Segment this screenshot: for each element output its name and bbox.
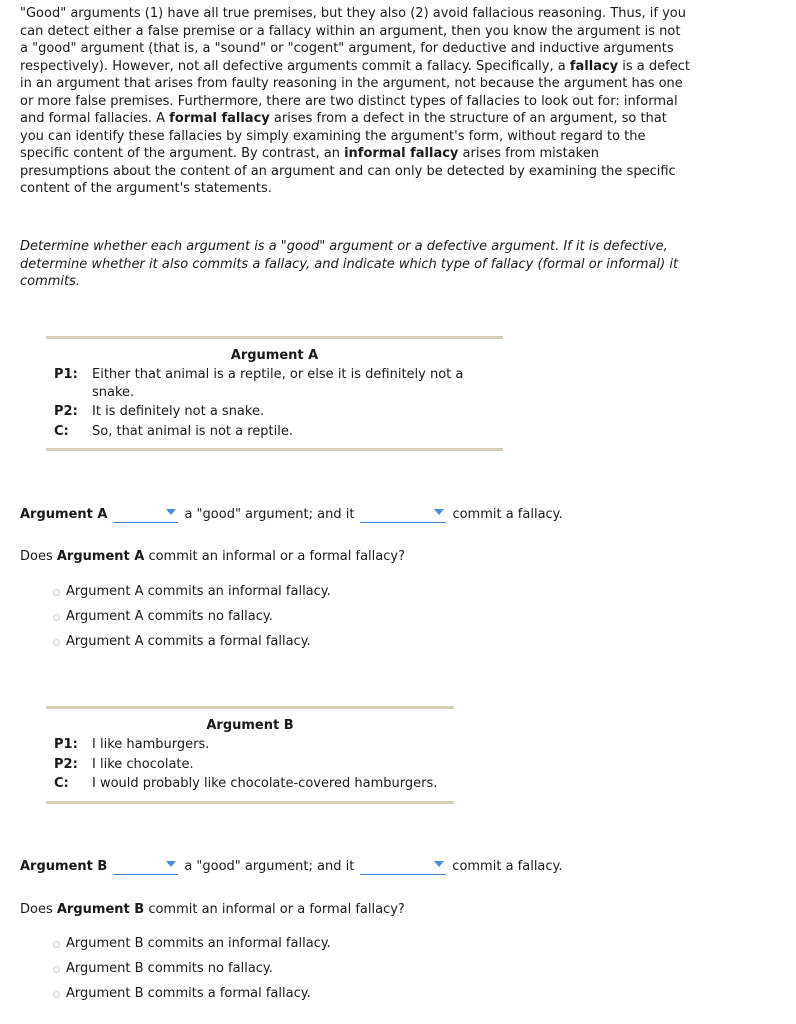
argument-a-option-informal[interactable] xyxy=(53,583,331,601)
premise-row xyxy=(54,403,495,421)
term-formal-fallacy: formal fallacy xyxy=(169,111,270,126)
argument-b-answer-row xyxy=(20,855,563,877)
question-text: Does xyxy=(20,902,57,917)
option-label: Argument A commits a formal fallacy. xyxy=(66,634,311,649)
chevron-down-icon xyxy=(166,509,176,515)
answer-argument-name: Argument A xyxy=(20,506,108,522)
premise-label: P1: xyxy=(54,367,78,382)
intro-text: arises from mistaken presumptions about the content of an argument and can only be detected by examining the specific content of the argument's statements. xyxy=(20,146,676,196)
argument-a-question xyxy=(20,548,405,566)
question-argument-name: Argument A xyxy=(56,549,145,564)
argument-b-option-none[interactable] xyxy=(53,960,273,978)
premise-row xyxy=(54,756,446,774)
option-label: Argument B commits a formal fallacy. xyxy=(66,986,311,1001)
premise-text: I like hamburgers. xyxy=(92,737,210,752)
argument-a-option-none[interactable] xyxy=(53,608,273,626)
premise-text: Either that animal is a reptile, or else it is definitely not a snake. xyxy=(92,367,464,400)
premise-label: P1: xyxy=(54,737,78,752)
argument-a-good-dropdown[interactable] xyxy=(113,506,178,523)
option-label: Argument B commits an informal fallacy. xyxy=(66,936,331,951)
premise-label: P2: xyxy=(54,404,78,419)
radio-button[interactable] xyxy=(53,991,60,998)
question-argument-name: Argument B xyxy=(56,902,145,917)
premise-row xyxy=(54,736,446,754)
answer-mid-text: a "good" argument; and it xyxy=(184,858,355,874)
argument-b-fallacy-dropdown[interactable] xyxy=(360,858,446,875)
premise-row xyxy=(54,775,446,793)
term-fallacy: fallacy xyxy=(569,58,619,74)
answer-end-text: commit a fallacy. xyxy=(452,506,563,522)
premise-row xyxy=(54,423,495,441)
argument-a-box xyxy=(46,336,503,451)
radio-button[interactable] xyxy=(53,614,60,621)
answer-end-text: commit a fallacy. xyxy=(452,858,563,874)
argument-b-good-dropdown[interactable] xyxy=(113,858,178,875)
radio-button[interactable] xyxy=(53,966,60,973)
option-label: Argument B commits no fallacy. xyxy=(66,961,273,976)
radio-button[interactable] xyxy=(53,639,60,646)
question-text: Does xyxy=(20,549,57,564)
conclusion-label: C: xyxy=(54,423,69,439)
intro-text: "Good" arguments (1) have all true premises, but they also (2) avoid fallacious reasoning. Thus, if you can detect either a false premise or a fallacy within an argument, then you know the argument is not a "good" argument (that is, a "sound" or "cogent" argument, for deductive and inductive arguments respectively). However, not all defective arguments commit a fallacy. Specifically, a xyxy=(20,6,686,74)
conclusion-text: I would probably like chocolate-covered hamburgers. xyxy=(92,776,438,791)
argument-b-option-formal[interactable] xyxy=(53,985,311,1003)
instructions: Determine whether each argument is a "good" argument or a defective argument. If it is defective, determine whether it also commits a fallacy, and indicate which type of fallacy (formal or informal) it commits. xyxy=(20,239,679,289)
term-informal-fallacy: informal fallacy xyxy=(344,146,459,161)
intro-text: arises from a defect in the structure of an argument, so that you can identify these fallacies by simply examining the argument's form, without regard to the specific content of the argument. By contrast, an xyxy=(20,111,667,161)
conclusion-text: So, that animal is not a reptile. xyxy=(92,423,293,439)
argument-b-box xyxy=(46,706,454,804)
premise-label: P2: xyxy=(54,756,78,772)
conclusion-label: C: xyxy=(54,776,69,791)
intro-text: is a defect in an argument that arises from faulty reasoning in the argument, not because the argument has one or more false premises. Furthermore, there are two distinct types of fallacies to look out for: informal and formal fallacies. A xyxy=(20,58,690,126)
answer-mid-text: a "good" argument; and it xyxy=(184,506,355,522)
answer-argument-name: Argument B xyxy=(20,858,108,874)
chevron-down-icon xyxy=(166,861,176,867)
question-text: commit an informal or a formal fallacy? xyxy=(144,902,405,917)
argument-a-answer-row xyxy=(20,503,563,525)
argument-b-question xyxy=(20,901,405,919)
argument-a-option-formal[interactable] xyxy=(53,633,311,651)
argument-b-title: Argument B xyxy=(206,718,294,733)
option-label: Argument A commits an informal fallacy. xyxy=(66,584,331,599)
chevron-down-icon xyxy=(434,861,444,867)
chevron-down-icon xyxy=(434,509,444,515)
intro-paragraph xyxy=(20,5,690,198)
option-label: Argument A commits no fallacy. xyxy=(66,609,273,624)
premise-row xyxy=(54,366,495,401)
argument-b-option-informal[interactable] xyxy=(53,935,331,953)
argument-a-title: Argument A xyxy=(230,348,319,363)
radio-button[interactable] xyxy=(53,941,60,948)
premise-text: I like chocolate. xyxy=(92,756,194,772)
premise-text: It is definitely not a snake. xyxy=(92,404,265,419)
argument-a-fallacy-dropdown[interactable] xyxy=(360,506,446,523)
radio-button[interactable] xyxy=(53,589,60,596)
question-text: commit an informal or a formal fallacy? xyxy=(144,549,405,564)
